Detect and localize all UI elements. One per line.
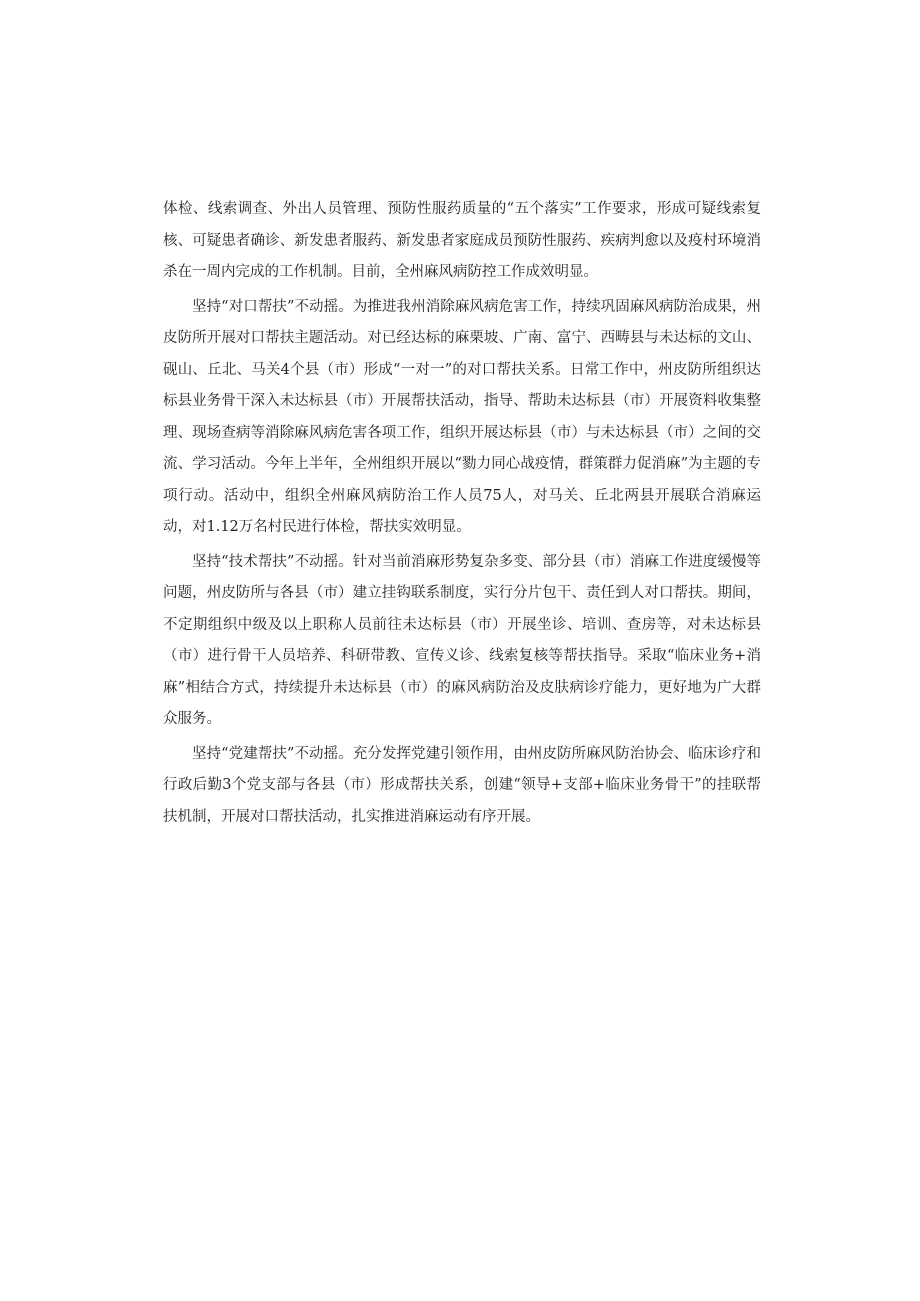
document-body	[163, 194, 761, 836]
paragraph-continuation: 体检、线索调查、外出人员管理、预防性服药质量的“五个落实”工作要求，形成可疑线索复核、可疑患者确诊、新发患者服药、新发患者家庭成员预防性服药、疾病判愈以及疫村环境消杀在一周内完成的工作机制。目前，全州麻风病防控工作成效明显。	[163, 201, 761, 280]
paragraph-counterpart-assistance: 坚持“对口帮扶”不动摇。为推进我州消除麻风病危害工作，持续巩固麻风病防治成果，州皮防所开展对口帮扶主题活动。对已经达标的麻栗坡、广南、富宁、西畴县与未达标的文山、砚山、丘北、马关4个县（市）形成“一对一”的对口帮扶关系。日常工作中，州皮防所组织达标县业务骨干深入未达标县（市）开展帮扶活动，指导、帮助未达标县（市）开展资料收集整理、现场查病等消除麻风病危害各项工作，组织开展达标县（市）与未达标县（市）之间的交流、学习活动。今年上半年，全州组织开展以“勠力同心战疫情，群策群力促消麻”为主题的专项行动。活动中，组织全州麻风病防治工作人员75人，对马关、丘北两县开展联合消麻运动，对1.12万名村民进行体检，帮扶实效明显。	[163, 298, 761, 535]
paragraph-party-building-assistance: 坚持“党建帮扶”不动摇。充分发挥党建引领作用，由州皮防所麻风防治协会、临床诊疗和行政后勤3个党支部与各县（市）形成帮扶关系，创建“领导+支部+临床业务骨干”的挂联帮扶机制，开展对口帮扶活动，扎实推进消麻运动有序开展。	[163, 745, 761, 825]
paragraph-technical-assistance: 坚持“技术帮扶”不动摇。针对当前消麻形势复杂多变、部分县（市）消麻工作进度缓慢等问题，州皮防所与各县（市）建立挂钩联系制度，实行分片包干、责任到人对口帮扶。期间，不定期组织中级及以上职称人员前往未达标县（市）开展坐诊、培训、查房等，对未达标县（市）进行骨干人员培养、科研带教、宣传义诊、线索复核等帮扶指导。采取“临床业务+消麻”相结合方式，持续提升未达标县（市）的麻风病防治及皮肤病诊疗能力，更好地为广大群众服务。	[163, 553, 761, 727]
